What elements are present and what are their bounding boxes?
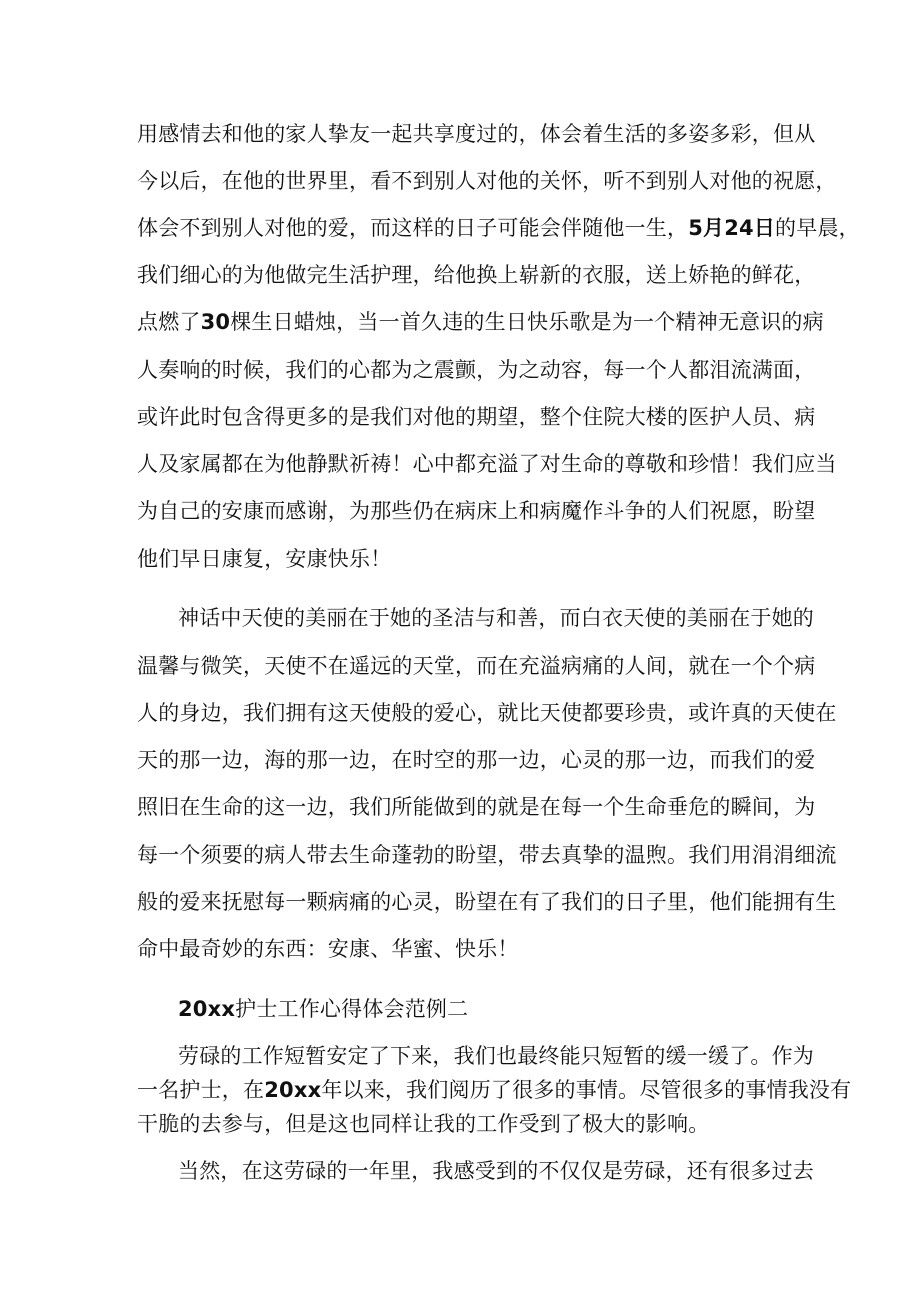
paragraph-line: 干脆的去参与，但是这也同样让我的工作受到了极大的影响。 xyxy=(137,1112,710,1136)
paragraph-line: 命中最奇妙的东西：安康、华蜜、快乐！ xyxy=(137,937,519,961)
paragraph-line: 人的身边，我们拥有这天使般的爱心，就比天使都要珍贵，或许真的天使在 xyxy=(137,701,837,725)
paragraph-line: 一名护士，在20xx年以来，我们阅历了很多的事情。尽管很多的事情我没有 xyxy=(137,1078,852,1102)
paragraph-line: 照旧在生命的这一边，我们所能做到的就是在每一个生命垂危的瞬间，为 xyxy=(137,795,816,819)
paragraph-line: 或许此时包含得更多的是我们对他的期望，整个住院大楼的医护人员、病 xyxy=(137,405,816,429)
paragraph-line: 我们细心的为他做完生活护理，给他换上崭新的衣服，送上娇艳的鲜花， xyxy=(137,263,816,287)
paragraph-line: 为自己的安康而感谢，为那些仍在病床上和病魔作斗争的人们祝愿，盼望 xyxy=(137,499,816,523)
paragraph-line: 劳碌的工作短暂安定了下来，我们也最终能只短暂的缓一缓了。作为 xyxy=(178,1044,814,1068)
paragraph-line: 人奏响的时候，我们的心都为之震颤，为之动容，每一个人都泪流满面， xyxy=(137,358,816,382)
heading-text: 护士工作心得体会范例二 xyxy=(235,997,469,1021)
heading-year: 20xx xyxy=(178,997,236,1021)
paragraph-line: 每一个须要的病人带去生命蓬勃的盼望，带去真挚的温煦。我们用涓涓细流 xyxy=(137,843,837,867)
paragraph-line: 用感情去和他的家人挚友一起共享度过的，体会着生活的多姿多彩，但从 xyxy=(137,122,816,146)
section-heading xyxy=(178,994,468,1024)
paragraph-line: 天的那一边，海的那一边，在时空的那一边，心灵的那一边，而我们的爱 xyxy=(137,748,816,772)
paragraph-line: 他们早日康复，安康快乐！ xyxy=(137,547,392,571)
paragraph-line: 点燃了30棵生日蜡烛，当一首久违的生日快乐歌是为一个精神无意识的病 xyxy=(137,310,824,334)
paragraph-line: 般的爱来抚慰每一颗病痛的心灵，盼望在有了我们的日子里，他们能拥有生 xyxy=(137,890,837,914)
paragraph-line: 体会不到别人对他的爱，而这样的日子可能会伴随他一生，5月24日的早晨， xyxy=(137,216,860,240)
paragraph-line: 人及家属都在为他静默祈祷！心中都充溢了对生命的尊敬和珍惜！我们应当 xyxy=(137,452,837,476)
year-text: 20xx xyxy=(264,1078,322,1102)
paragraph-line: 神话中天使的美丽在于她的圣洁与和善，而白衣天使的美丽在于她的 xyxy=(178,606,814,630)
number-text: 30 xyxy=(200,310,231,334)
paragraph-line: 当然，在这劳碌的一年里，我感受到的不仅仅是劳碌，还有很多过去 xyxy=(178,1159,814,1183)
paragraph-line: 温馨与微笑，天使不在遥远的天堂，而在充溢病痛的人间，就在一个个病 xyxy=(137,654,816,678)
paragraph-line: 今以后，在他的世界里，看不到别人对他的关怀，听不到别人对他的祝愿， xyxy=(137,169,837,193)
date-text: 5月24日 xyxy=(688,216,776,240)
